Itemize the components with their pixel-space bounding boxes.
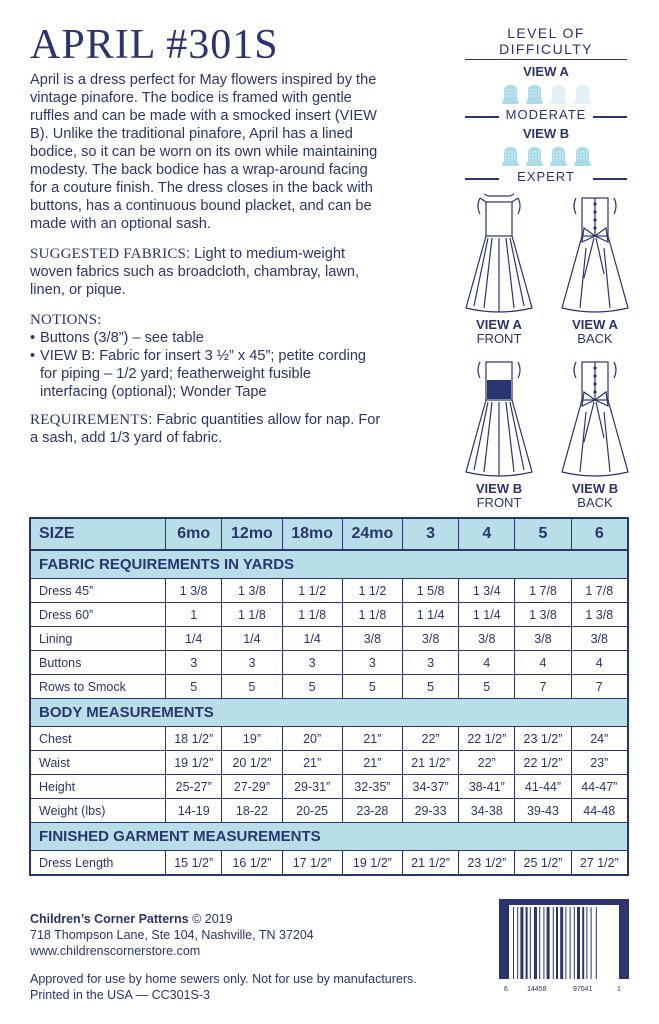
size-header-label: SIZE xyxy=(30,518,166,550)
table-cell: 4 xyxy=(459,651,515,675)
table-row xyxy=(30,627,628,651)
table-cell: 1 1/8 xyxy=(222,603,282,627)
table-cell: 19 1/2” xyxy=(342,851,402,876)
table-section-title: BODY MEASUREMENTS xyxy=(30,699,628,727)
notion-item: • VIEW B: Fabric for insert 3 ½” x 45”; petite cording for piping – 1/2 yard; featherweight fusible interfacing (optional); Wonder Tape xyxy=(30,347,382,401)
table-cell: 27 1/2” xyxy=(571,851,628,876)
table-cell: 1 1/8 xyxy=(282,603,342,627)
table-cell: 1/4 xyxy=(282,627,342,651)
row-label: Buttons xyxy=(30,651,166,675)
row-label: Lining xyxy=(30,627,166,651)
fabrics-paragraph xyxy=(30,245,382,299)
table-cell: 20-25 xyxy=(282,799,342,823)
table-cell: 3 xyxy=(342,651,402,675)
table-cell: 1/4 xyxy=(166,627,222,651)
row-label: Weight (lbs) xyxy=(30,799,166,823)
barcode-digits-3: 97041 xyxy=(573,986,593,993)
table-cell: 39-43 xyxy=(515,799,571,823)
table-cell: 4 xyxy=(515,651,571,675)
table-cell: 3/8 xyxy=(459,627,515,651)
barcode-digit-1: 6 xyxy=(504,986,508,993)
dress-front-drawing xyxy=(458,188,540,318)
footer-address: 718 Thompson Lane, Ste 104, Nashville, TN 37204 xyxy=(30,928,314,942)
description-text: April is a dress perfect for May flowers inspired by the vintage pinafore. The bodice is framed with gentle ruffles and can be made with a smocked insert (VIEW B). Unlike the traditional pinafore, April has a lined bodice, so it can be worn on its own while maintaining modesty. The back bodice has a wrap-around facing for a couture finish. The dress closes in the back with buttons, has a continuous bound placket, and can be made with an optional sash. xyxy=(30,72,378,232)
table-cell: 1 7/8 xyxy=(515,579,571,603)
table-header-row xyxy=(30,518,628,550)
table-cell: 22 1/2” xyxy=(515,751,571,775)
table-cell: 5 xyxy=(166,675,222,699)
thimble-icon xyxy=(573,145,592,167)
size-column-header: 18mo xyxy=(282,518,342,550)
table-cell: 27-29” xyxy=(222,775,282,799)
table-cell: 5 xyxy=(459,675,515,699)
table-cell: 21” xyxy=(282,751,342,775)
table-cell: 1 3/8 xyxy=(515,603,571,627)
thimble-icon xyxy=(501,83,520,105)
difficulty-view-b-label: VIEW B xyxy=(522,126,570,141)
view-caption xyxy=(458,318,540,346)
footer-printed: Printed in the USA — CC301S-3 xyxy=(30,988,210,1002)
table-cell: 1 5/8 xyxy=(403,579,459,603)
view-side: BACK xyxy=(577,495,613,510)
view-illustrations xyxy=(458,188,636,510)
view-name: VIEW B xyxy=(475,481,523,496)
size-column-header: 4 xyxy=(459,518,515,550)
table-cell: 5 xyxy=(342,675,402,699)
table-row xyxy=(30,603,628,627)
thimble-icon xyxy=(549,83,568,105)
table-cell: 1 3/8 xyxy=(166,579,222,603)
table-cell: 1 3/8 xyxy=(571,603,628,627)
thimble-icon xyxy=(573,83,592,105)
requirements-label: REQUIREMENTS xyxy=(30,412,149,428)
table-cell: 3 xyxy=(282,651,342,675)
row-label: Rows to Smock xyxy=(30,675,166,699)
row-label: Chest xyxy=(30,727,166,751)
table-cell: 20” xyxy=(282,727,342,751)
dress-front-drawing xyxy=(458,352,540,482)
illustration-view-a-front xyxy=(458,188,540,346)
table-cell: 23 1/2” xyxy=(515,727,571,751)
table-row xyxy=(30,851,628,876)
view-caption xyxy=(554,318,636,346)
size-column-header: 5 xyxy=(515,518,571,550)
notion-item: • Buttons (3/8”) – see table xyxy=(30,329,382,347)
difficulty-title: LEVEL OF DIFFICULTY xyxy=(465,25,627,60)
table-cell: 25 1/2” xyxy=(515,851,571,876)
difficulty-rating-view-a xyxy=(461,83,631,105)
row-label: Dress Length xyxy=(30,851,166,876)
table-row xyxy=(30,651,628,675)
table-section-title: FINISHED GARMENT MEASUREMENTS xyxy=(30,823,628,851)
difficulty-panel xyxy=(461,25,631,186)
illustration-view-b-back xyxy=(554,352,636,510)
table-cell: 20 1/2” xyxy=(222,751,282,775)
table-section-row xyxy=(30,823,628,851)
difficulty-level-a: MODERATE xyxy=(461,107,631,122)
illustration-view-b-front xyxy=(458,352,540,510)
table-cell: 44-48 xyxy=(571,799,628,823)
table-cell: 1 1/4 xyxy=(403,603,459,627)
table-cell: 22” xyxy=(459,751,515,775)
table-section-row xyxy=(30,699,628,727)
table-cell: 3/8 xyxy=(515,627,571,651)
barcode-digits-2: 14458 xyxy=(527,986,547,993)
table-cell: 17 1/2” xyxy=(282,851,342,876)
table-cell: 21 1/2” xyxy=(403,751,459,775)
fabrics-label: SUGGESTED FABRICS xyxy=(30,246,187,262)
table-row xyxy=(30,799,628,823)
table-cell: 29-31” xyxy=(282,775,342,799)
table-cell: 5 xyxy=(403,675,459,699)
table-cell: 15 1/2” xyxy=(166,851,222,876)
size-column-header: 3 xyxy=(403,518,459,550)
table-row xyxy=(30,727,628,751)
barcode-digit-4: 1 xyxy=(617,986,621,993)
table-cell: 3/8 xyxy=(571,627,628,651)
row-label: Dress 60” xyxy=(30,603,166,627)
footer-website: www.childrenscornerstore.com xyxy=(30,944,201,958)
table-cell: 25-27” xyxy=(166,775,222,799)
dress-back-drawing xyxy=(554,352,636,482)
view-side: FRONT xyxy=(476,495,522,510)
table-cell: 3 xyxy=(222,651,282,675)
table-cell: 3/8 xyxy=(403,627,459,651)
table-cell: 1 1/4 xyxy=(459,603,515,627)
table-cell: 18-22 xyxy=(222,799,282,823)
table-row xyxy=(30,751,628,775)
table-cell: 29-33 xyxy=(403,799,459,823)
table-cell: 21” xyxy=(342,727,402,751)
sizing-table xyxy=(29,517,629,876)
description-column xyxy=(30,71,382,459)
table-cell: 7 xyxy=(515,675,571,699)
table-row xyxy=(30,579,628,603)
table-cell: 1 1/2 xyxy=(342,579,402,603)
table-cell: 44-47” xyxy=(571,775,628,799)
table-cell: 1 1/2 xyxy=(282,579,342,603)
footer-notice: Approved for use by home sewers only. Not for use by manufacturers. xyxy=(30,972,417,986)
table-cell: 23 1/2” xyxy=(459,851,515,876)
table-cell: 41-44” xyxy=(515,775,571,799)
view-side: FRONT xyxy=(476,331,522,346)
table-cell: 18 1/2” xyxy=(166,727,222,751)
table-cell: 32-35” xyxy=(342,775,402,799)
row-label: Dress 45” xyxy=(30,579,166,603)
table-row xyxy=(30,775,628,799)
size-column-header: 24mo xyxy=(342,518,402,550)
table-cell: 3/8 xyxy=(342,627,402,651)
table-cell: 7 xyxy=(571,675,628,699)
thimble-icon xyxy=(501,145,520,167)
table-cell: 5 xyxy=(282,675,342,699)
size-column-header: 6mo xyxy=(166,518,222,550)
view-name: VIEW A xyxy=(572,317,618,332)
table-cell: 19 1/2” xyxy=(166,751,222,775)
view-caption xyxy=(554,482,636,510)
table-cell: 21 1/2” xyxy=(403,851,459,876)
row-label: Waist xyxy=(30,751,166,775)
footer-brand: Children’s Corner Patterns xyxy=(30,912,189,926)
table-section-title: FABRIC REQUIREMENTS IN YARDS xyxy=(30,550,628,579)
view-name: VIEW A xyxy=(476,317,522,332)
table-cell: 22 1/2” xyxy=(459,727,515,751)
table-cell: 16 1/2” xyxy=(222,851,282,876)
view-caption xyxy=(458,482,540,510)
difficulty-view-a-label: VIEW A xyxy=(523,64,569,79)
table-row xyxy=(30,675,628,699)
table-cell: 19” xyxy=(222,727,282,751)
table-cell: 3 xyxy=(403,651,459,675)
footer xyxy=(30,911,417,1003)
table-cell: 1/4 xyxy=(222,627,282,651)
table-cell: 1 7/8 xyxy=(571,579,628,603)
footer-copyright: © 2019 xyxy=(192,912,233,926)
view-side: BACK xyxy=(577,331,613,346)
table-cell: 1 3/4 xyxy=(459,579,515,603)
table-cell: 34-38 xyxy=(459,799,515,823)
thimble-icon xyxy=(525,83,544,105)
table-cell: 21” xyxy=(342,751,402,775)
notions-list xyxy=(30,329,382,401)
table-section-row xyxy=(30,550,628,579)
size-column-header: 6 xyxy=(571,518,628,550)
table-cell: 22” xyxy=(403,727,459,751)
table-cell: 5 xyxy=(222,675,282,699)
table-cell: 14-19 xyxy=(166,799,222,823)
pattern-title: APRIL #301S xyxy=(30,22,279,68)
view-name: VIEW B xyxy=(571,481,619,496)
table-cell: 23-28 xyxy=(342,799,402,823)
table-cell: 34-37” xyxy=(403,775,459,799)
row-label: Height xyxy=(30,775,166,799)
size-column-header: 12mo xyxy=(222,518,282,550)
table-cell: 3 xyxy=(166,651,222,675)
thimble-icon xyxy=(549,145,568,167)
fabrics-text: : Light to medium-weight woven fabrics such as broadcloth, chambray, lawn, linen, or pique. xyxy=(30,246,360,298)
notions-label: NOTIONS: xyxy=(30,312,102,328)
requirements-text: : Fabric quantities allow for nap. For a sash, add 1/3 yard of fabric. xyxy=(30,412,381,446)
dress-back-drawing xyxy=(554,188,636,318)
difficulty-level-b: EXPERT xyxy=(461,169,631,184)
illustration-view-a-back xyxy=(554,188,636,346)
difficulty-rating-view-b xyxy=(461,145,631,167)
table-cell: 4 xyxy=(571,651,628,675)
table-cell: 1 3/8 xyxy=(222,579,282,603)
table-cell: 24” xyxy=(571,727,628,751)
table-cell: 1 xyxy=(166,603,222,627)
requirements-paragraph xyxy=(30,411,382,447)
thimble-icon xyxy=(525,145,544,167)
barcode xyxy=(499,899,629,995)
table-cell: 23” xyxy=(571,751,628,775)
table-cell: 38-41” xyxy=(459,775,515,799)
table-cell: 1 1/8 xyxy=(342,603,402,627)
